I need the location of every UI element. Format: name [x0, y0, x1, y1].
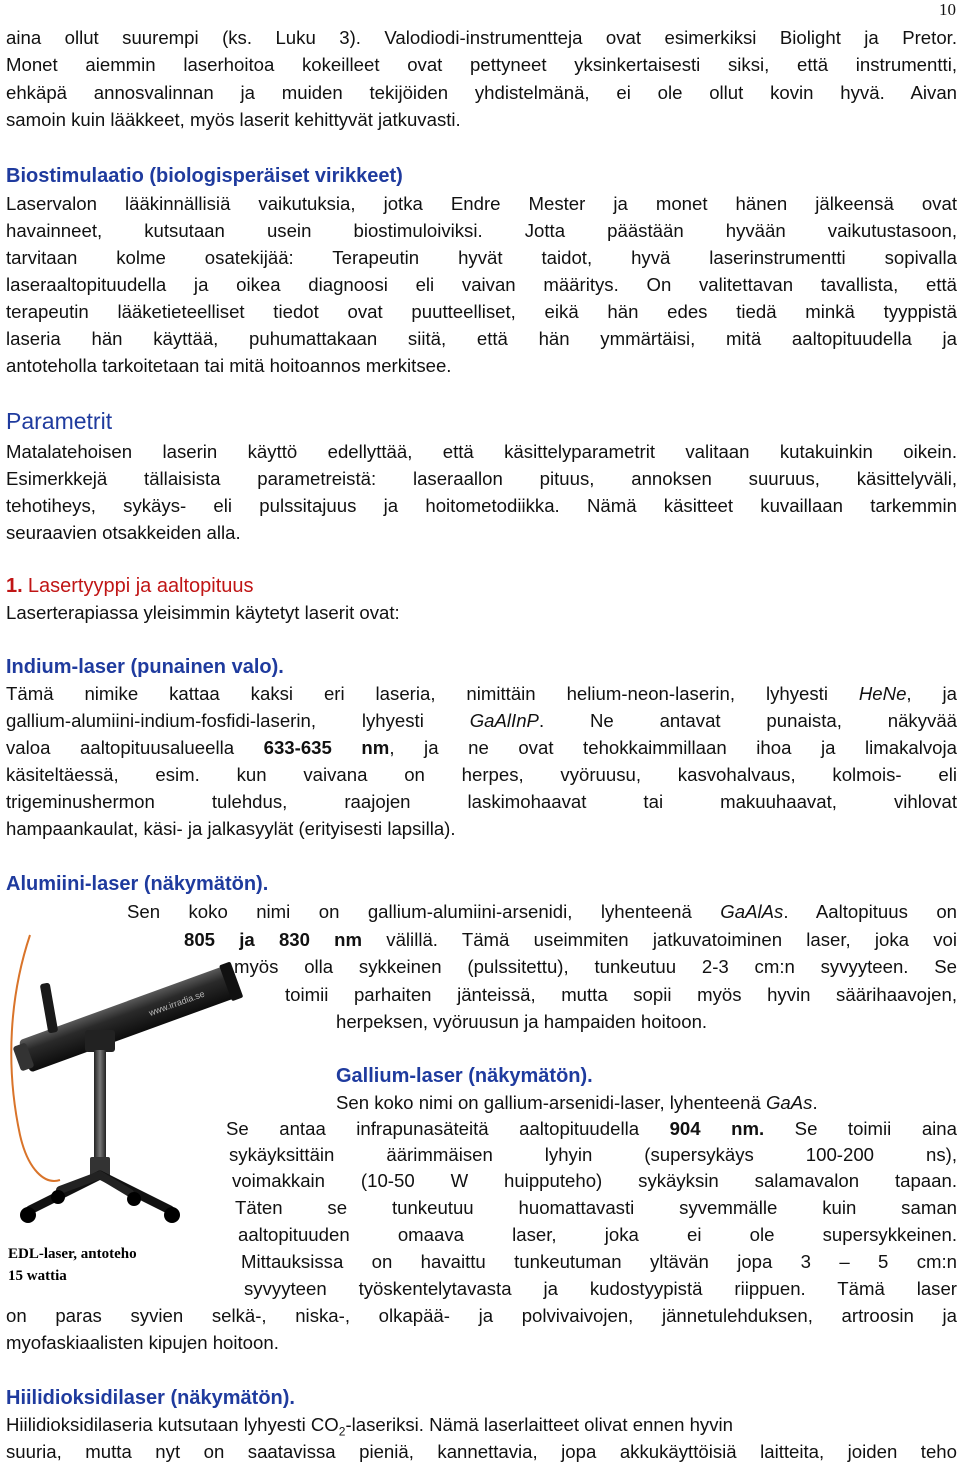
param-line-1: Matalatehoisen laserin käyttö edellyttää, että käsittelyparametrit valitaan kutakuinkin oikein. [6, 441, 957, 462]
intro-line-4: samoin kuin lääkkeet, myös laserit kehittyvät jatkuvasti. [6, 109, 461, 130]
figure-caption-line-1: EDL-laser, antoteho [8, 1246, 137, 1262]
heading-gallium: Gallium-laser (näkymätön). [336, 1065, 593, 1087]
lasertype-line-1: Laserterapiassa yleisimmin käytetyt laserit ovat: [6, 602, 400, 623]
alu-line-4: toimii parhaiten jänteissä, mutta sopii myös hyvin säärihaavojen, [285, 984, 957, 1005]
heading-parametrit: Parametrit [6, 408, 113, 434]
param-line-2: Esimerkkejä tällaisista parametreistä: laseraallon pituus, annoksen suuruus, käsittelyväli, [6, 468, 957, 489]
gallium-line-8: syvyyteen työskentelytavasta ja kudostyypistä riippuen. Tämä laser [244, 1278, 957, 1299]
figure-caption [8, 1243, 137, 1287]
page-number: 10 [939, 0, 956, 19]
gallium-line-10: myofaskiaalisten kipujen hoitoon. [6, 1332, 279, 1353]
alu-line-5: herpeksen, vyöruusun ja hampaiden hoitoon. [336, 1011, 708, 1032]
co2-line-1: Hiilidioksidilaseria kutsutaan lyhyesti $CO_2$-laseriksi. Nämä laserlaitteet olivat ennen hyvin [6, 1414, 733, 1439]
heading-indium: Indium-laser (punainen valo). [6, 656, 284, 678]
indium-line-3: valoa aaltopituusalueella 633-635 nm, ja ne ovat tehokkaimmillaan ihoa ja limakalvoja [6, 737, 957, 758]
gallium-line-2: Se antaa infrapunasäteitä aaltopituudella 904 nm. Se toimii aina [226, 1118, 957, 1139]
laser-device-illustration [0, 905, 250, 1235]
bio-line-6: laseria hän käyttää, puhumattakaan siitä, että hän ymmärtäisi, mitä aaltopituudella ja [6, 328, 957, 349]
section-number: 1. [6, 575, 23, 597]
heading-biostimulaatio: Biostimulaatio (biologisperäiset virikkeet) [6, 165, 403, 187]
heading-lasertyyppi [6, 573, 957, 599]
gallium-line-4: voimakkain (10-50 W huipputeho) sykäyksin salamavalon tapaan. [232, 1170, 957, 1191]
alu-line-3: myös olla sykkeinen (pulssitettu), tunkeutuu 2-3 cm:n syvyyteen. Se [234, 956, 957, 977]
bio-line-7: antoteholla tarkoitetaan tai mitä hoitoannos merkitsee. [6, 355, 452, 376]
param-line-3: tehotiheys, sykäys- eli pulssitajuus ja hoitometodiikka. Nämä käsitteet kuvaillaan tarkemmin [6, 495, 957, 516]
indium-line-5: trigeminushermon tulehdus, raajojen laskimohaavat tai makuuhaavat, vihlovat [6, 791, 957, 812]
gallium-line-6: aaltopituuden omaava laser, joka ei ole supersykkeinen. [238, 1224, 957, 1245]
indium-line-2: gallium-alumiini-indium-fosfidi-laserin, lyhyesti GaAlInP. Ne antavat punaista, näkyvää [6, 710, 957, 731]
gallium-line-1: Sen koko nimi on gallium-arsenidi-laser, lyhenteenä GaAs. [336, 1092, 818, 1113]
alu-line-2: 805 ja 830 nm välillä. Tämä useimmiten jatkuvatoiminen laser, joka voi [184, 929, 957, 950]
param-line-4: seuraavien otsakkeiden alla. [6, 522, 241, 543]
intro-line-1: aina ollut suurempi (ks. Luku 3). Valodiodi-instrumentteja ovat esimerkiksi Biolight ja Pretor. [6, 27, 957, 48]
intro-line-2: Monet aiemmin laserhoitoa kokeilleet ovat pettyneet yksinkertaisesti siksi, että instrumentti, [6, 54, 957, 75]
bio-line-5: terapeutin lääketieteelliset tiedot ovat puutteelliset, eikä hän edes tiedä minkä tyyppistä [6, 301, 957, 322]
section-title: Lasertyyppi ja aaltopituus [27, 575, 254, 597]
indium-line-1: Tämä nimike kattaa kaksi eri laseria, nimittäin helium-neon-laserin, lyhyesti HeNe, ja [6, 683, 957, 704]
indium-line-4: käsiteltäessä, esim. kun vaivana on herpes, vyöruusu, kasvohalvaus, kolmois- eli [6, 764, 957, 785]
intro-line-3: ehkäpä annosvalinnan ja muiden tekijöiden yhdistelmänä, ei ole ollut kovin hyvä. Aivan [6, 82, 957, 103]
bio-line-4: laseraaltopituudella ja oikea diagnoosi eli vaivan määritys. On valitettavan tavallista, että [6, 274, 957, 295]
heading-hiilidioksidilaser: Hiilidioksidilaser (näkymätön). [6, 1387, 295, 1409]
gallium-line-7: Mittauksissa on havaittu tunkeutuman yltävän jopa 3 – 5 cm:n [241, 1251, 957, 1272]
bio-line-1: Laservalon lääkinnällisiä vaikutuksia, jotka Endre Mester ja monet hänen jälkeensä ovat [6, 193, 957, 214]
gallium-line-5: Täten se tunkeutuu huomattavasti syvemmälle kuin saman [235, 1197, 957, 1218]
co2-line-2: suuria, mutta nyt on saatavissa pieniä, kannettavia, jopa akkukäyttöisiä laitteita, joiden teho [6, 1441, 957, 1462]
heading-alumiini: Alumiini-laser (näkymätön). [6, 873, 269, 895]
figure-caption-line-2: 15 wattia [8, 1268, 67, 1284]
bio-line-2: havainneet, kutsutaan usein biostimuloiviksi. Jotta päästään hyvään vaikutustasoon, [6, 220, 957, 241]
indium-line-6: hampaankaulat, käsi- ja jalkasyylät (erityisesti lapsilla). [6, 818, 456, 839]
gallium-line-9: on paras syvien selkä-, niska-, olkapää- ja polvivaivojen, jännetulehduksen, artroosin ja [6, 1305, 957, 1326]
device-brand-text: www.irradia.se [147, 988, 206, 1019]
laser-device-image [0, 905, 250, 1235]
gallium-line-3: sykäyksittäin äärimmäisen lyhyin (supersykäys 100-200 ns), [229, 1144, 957, 1165]
alu-line-1: Sen koko nimi on gallium-alumiini-arsenidi, lyhenteenä GaAlAs. Aaltopituus on [127, 901, 957, 922]
bio-line-3: tarvitaan kolme osatekijää: Terapeutin hyvät taidot, hyvä laserinstrumentti sopivalla [6, 247, 957, 268]
